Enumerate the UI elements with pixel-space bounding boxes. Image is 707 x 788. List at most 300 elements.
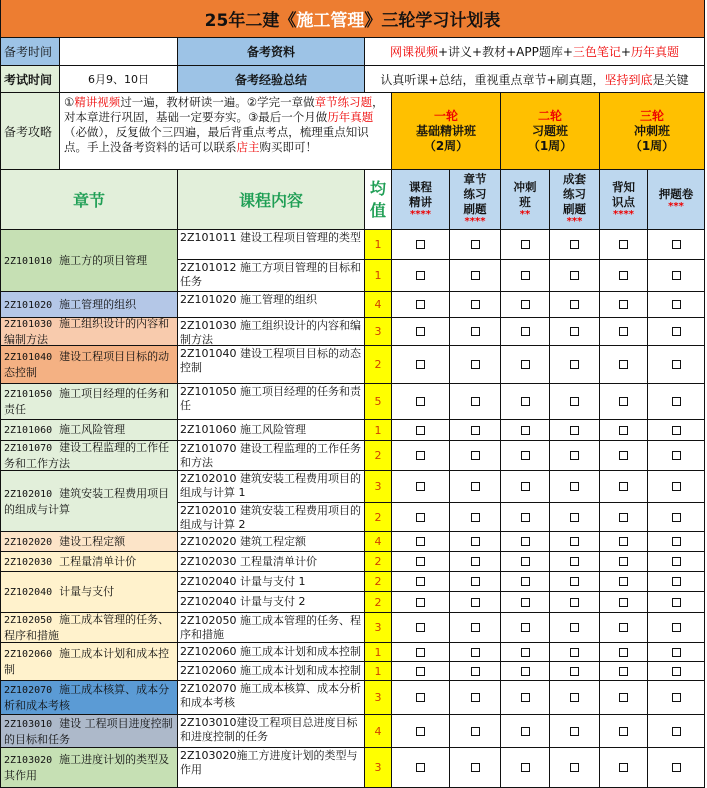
checkbox-icon[interactable] xyxy=(570,623,579,632)
checkbox-icon[interactable] xyxy=(570,648,579,657)
checkbox-icon[interactable] xyxy=(471,667,480,676)
task-checkbox-cell[interactable] xyxy=(450,471,501,503)
chapter-code: 2Z103010 xyxy=(4,718,53,730)
checkbox-icon[interactable] xyxy=(619,577,628,586)
task-checkbox-cell[interactable] xyxy=(550,384,600,420)
checkbox-icon[interactable] xyxy=(619,623,628,632)
checkbox-icon[interactable] xyxy=(521,648,530,657)
task-checkbox-cell[interactable] xyxy=(501,592,550,613)
header-average-line1: 均 xyxy=(369,178,386,198)
round-name: 基础精讲班 xyxy=(415,123,476,138)
checkbox-icon[interactable] xyxy=(471,763,480,772)
prep-time-value[interactable] xyxy=(60,38,178,66)
checkbox-icon[interactable] xyxy=(672,693,681,702)
strategy-part: ① xyxy=(64,95,75,109)
checkbox-icon[interactable] xyxy=(416,577,425,586)
task-checkbox-cell[interactable] xyxy=(450,292,501,318)
checkbox-icon[interactable] xyxy=(416,327,425,336)
task-checkbox-cell[interactable] xyxy=(501,292,550,318)
task-checkbox-cell[interactable] xyxy=(392,441,450,471)
task-checkbox-cell[interactable] xyxy=(550,441,600,471)
task-checkbox-cell[interactable] xyxy=(600,748,648,788)
checkbox-icon[interactable] xyxy=(521,513,530,522)
checkbox-icon[interactable] xyxy=(619,648,628,657)
checkbox-icon[interactable] xyxy=(619,271,628,280)
task-checkbox-cell[interactable] xyxy=(501,572,550,592)
checkbox-icon[interactable] xyxy=(471,513,480,522)
checkbox-icon[interactable] xyxy=(570,482,579,491)
task-checkbox-cell[interactable] xyxy=(501,532,550,552)
task-checkbox-cell[interactable] xyxy=(501,318,550,346)
task-checkbox-cell[interactable] xyxy=(600,346,648,384)
checkbox-icon[interactable] xyxy=(471,623,480,632)
task-checkbox-cell[interactable] xyxy=(501,260,550,292)
task-checkbox-cell[interactable] xyxy=(550,230,600,260)
priority-stars: *** xyxy=(668,201,684,212)
strategy-text[interactable] xyxy=(60,93,392,170)
checkbox-icon[interactable] xyxy=(570,271,579,280)
chapter-cell xyxy=(0,384,178,420)
task-checkbox-cell[interactable] xyxy=(600,552,648,572)
checkbox-icon[interactable] xyxy=(570,300,579,309)
task-checkbox-cell[interactable] xyxy=(648,318,705,346)
chapter-code: 2Z102030 xyxy=(4,556,53,568)
round-duration: （1周） xyxy=(629,138,675,153)
strategy-part: 历年真题 xyxy=(327,110,374,124)
task-checkbox-cell[interactable] xyxy=(392,292,450,318)
checkbox-icon[interactable] xyxy=(521,623,530,632)
task-checkbox-cell[interactable] xyxy=(600,420,648,441)
checkbox-icon[interactable] xyxy=(521,271,530,280)
task-checkbox-cell[interactable] xyxy=(392,748,450,788)
task-checkbox-cell[interactable] xyxy=(648,613,705,643)
checkbox-icon[interactable] xyxy=(416,557,425,566)
average-value-cell: 2 xyxy=(365,441,392,471)
task-checkbox-cell[interactable] xyxy=(392,384,450,420)
header-content: 课程内容 xyxy=(178,170,365,230)
task-checkbox-cell[interactable] xyxy=(501,471,550,503)
task-checkbox-cell[interactable] xyxy=(392,318,450,346)
checkbox-icon[interactable] xyxy=(521,240,530,249)
checkbox-icon[interactable] xyxy=(521,327,530,336)
task-checkbox-cell[interactable] xyxy=(450,420,501,441)
task-checkbox-cell[interactable] xyxy=(648,503,705,532)
task-checkbox-cell[interactable] xyxy=(501,552,550,572)
task-checkbox-cell[interactable] xyxy=(450,230,501,260)
checkbox-icon[interactable] xyxy=(619,598,628,607)
task-checkbox-cell[interactable] xyxy=(392,420,450,441)
task-checkbox-cell[interactable] xyxy=(450,318,501,346)
task-checkbox-cell[interactable] xyxy=(550,592,600,613)
checkbox-icon[interactable] xyxy=(416,537,425,546)
checkbox-icon[interactable] xyxy=(521,426,530,435)
chapter-label xyxy=(4,486,177,517)
checkbox-icon[interactable] xyxy=(619,327,628,336)
course-content-cell: 2Z102040 计量与支付 1 xyxy=(178,572,365,592)
task-checkbox-cell[interactable] xyxy=(450,346,501,384)
task-checkbox-cell[interactable] xyxy=(600,715,648,748)
checkbox-icon[interactable] xyxy=(570,451,579,460)
task-checkbox-cell[interactable] xyxy=(648,572,705,592)
task-checkbox-cell[interactable] xyxy=(648,662,705,681)
checkbox-icon[interactable] xyxy=(619,513,628,522)
chapter-code: 2Z101060 xyxy=(4,425,53,436)
task-checkbox-cell[interactable] xyxy=(450,613,501,643)
checkbox-icon[interactable] xyxy=(570,426,579,435)
task-checkbox-cell[interactable] xyxy=(450,441,501,471)
checkbox-icon[interactable] xyxy=(416,397,425,406)
task-checkbox-cell[interactable] xyxy=(600,318,648,346)
checkbox-icon[interactable] xyxy=(672,667,681,676)
task-checkbox-cell[interactable] xyxy=(550,613,600,643)
task-checkbox-cell[interactable] xyxy=(648,230,705,260)
checkbox-icon[interactable] xyxy=(672,727,681,736)
task-checkbox-cell[interactable] xyxy=(648,592,705,613)
task-checkbox-cell[interactable] xyxy=(392,572,450,592)
checkbox-icon[interactable] xyxy=(570,327,579,336)
task-checkbox-cell[interactable] xyxy=(501,748,550,788)
chapter-code: 2Z101030 xyxy=(4,319,53,330)
checkbox-icon[interactable] xyxy=(672,240,681,249)
average-value-cell: 3 xyxy=(365,748,392,788)
checkbox-icon[interactable] xyxy=(521,763,530,772)
course-content-cell: 2Z101060 施工风险管理 xyxy=(178,420,365,441)
task-checkbox-cell[interactable] xyxy=(600,613,648,643)
checkbox-icon[interactable] xyxy=(471,557,480,566)
chapter-name: 建设工程项目目标的动态控制 xyxy=(4,350,170,379)
task-checkbox-cell[interactable] xyxy=(600,643,648,662)
task-checkbox-cell[interactable] xyxy=(501,715,550,748)
task-header-line: 押题卷 xyxy=(658,187,694,201)
prep-time-label: 备考时间 xyxy=(0,38,60,66)
checkbox-icon[interactable] xyxy=(521,397,530,406)
checkbox-icon[interactable] xyxy=(672,360,681,369)
chapter-cell xyxy=(0,748,178,788)
checkbox-icon[interactable] xyxy=(672,327,681,336)
task-checkbox-cell[interactable] xyxy=(648,384,705,420)
checkbox-icon[interactable] xyxy=(672,577,681,586)
checkbox-icon[interactable] xyxy=(619,557,628,566)
checkbox-icon[interactable] xyxy=(619,482,628,491)
task-checkbox-cell[interactable] xyxy=(501,441,550,471)
checkbox-icon[interactable] xyxy=(416,693,425,702)
checkbox-icon[interactable] xyxy=(471,482,480,491)
task-checkbox-cell[interactable] xyxy=(392,715,450,748)
checkbox-icon[interactable] xyxy=(672,271,681,280)
materials-value[interactable] xyxy=(365,38,705,66)
task-checkbox-cell[interactable] xyxy=(501,681,550,715)
task-checkbox-cell[interactable] xyxy=(392,346,450,384)
checkbox-icon[interactable] xyxy=(672,537,681,546)
task-checkbox-cell[interactable] xyxy=(648,346,705,384)
checkbox-icon[interactable] xyxy=(521,667,530,676)
checkbox-icon[interactable] xyxy=(672,451,681,460)
checkbox-icon[interactable] xyxy=(471,271,480,280)
checkbox-icon[interactable] xyxy=(619,763,628,772)
task-checkbox-cell[interactable] xyxy=(550,662,600,681)
checkbox-icon[interactable] xyxy=(416,727,425,736)
checkbox-icon[interactable] xyxy=(521,300,530,309)
strategy-part: 购买即可！ xyxy=(259,140,317,154)
average-value-cell: 2 xyxy=(365,592,392,613)
checkbox-icon[interactable] xyxy=(416,240,425,249)
checkbox-icon[interactable] xyxy=(619,300,628,309)
checkbox-icon[interactable] xyxy=(471,598,480,607)
task-checkbox-cell[interactable] xyxy=(550,748,600,788)
checkbox-icon[interactable] xyxy=(672,763,681,772)
checkbox-icon[interactable] xyxy=(619,727,628,736)
strategy-part: 店主 xyxy=(236,140,260,154)
checkbox-icon[interactable] xyxy=(570,763,579,772)
checkbox-icon[interactable] xyxy=(471,727,480,736)
summary-value[interactable] xyxy=(365,66,705,93)
task-header-line: 练习 xyxy=(463,187,487,201)
task-checkbox-cell[interactable] xyxy=(392,260,450,292)
task-checkbox-cell[interactable] xyxy=(600,503,648,532)
task-checkbox-cell[interactable] xyxy=(648,420,705,441)
course-content-cell: 2Z102060 施工成本计划和成本控制 xyxy=(178,662,365,681)
checkbox-icon[interactable] xyxy=(416,623,425,632)
task-checkbox-cell[interactable] xyxy=(648,292,705,318)
task-checkbox-cell[interactable] xyxy=(450,532,501,552)
task-checkbox-cell[interactable] xyxy=(450,715,501,748)
chapter-name: 施工成本管理的任务、程序和措施 xyxy=(4,613,170,642)
checkbox-icon[interactable] xyxy=(521,727,530,736)
priority-stars: ** xyxy=(519,208,531,220)
task-checkbox-cell[interactable] xyxy=(392,643,450,662)
checkbox-icon[interactable] xyxy=(619,537,628,546)
chapter-code: 2Z102050 xyxy=(4,615,53,626)
checkbox-icon[interactable] xyxy=(521,360,530,369)
task-checkbox-cell[interactable] xyxy=(550,260,600,292)
checkbox-icon[interactable] xyxy=(619,667,628,676)
checkbox-icon[interactable] xyxy=(416,763,425,772)
task-checkbox-cell[interactable] xyxy=(600,441,648,471)
round-name: 冲刺班 xyxy=(633,123,670,138)
task-header-line: 识点 xyxy=(612,194,635,209)
task-checkbox-cell[interactable] xyxy=(648,260,705,292)
task-checkbox-cell[interactable] xyxy=(600,572,648,592)
materials-part: 历年真题 xyxy=(630,45,679,59)
checkbox-icon[interactable] xyxy=(570,360,579,369)
course-content-cell: 2Z102020 建筑工程定额 xyxy=(178,532,365,552)
checkbox-icon[interactable] xyxy=(471,693,480,702)
task-checkbox-cell[interactable] xyxy=(550,346,600,384)
chapter-name: 施工方的项目管理 xyxy=(59,253,148,267)
task-header-line: 课程 xyxy=(409,179,432,194)
task-checkbox-cell[interactable] xyxy=(550,572,600,592)
task-checkbox-cell[interactable] xyxy=(392,503,450,532)
checkbox-icon[interactable] xyxy=(619,240,628,249)
task-checkbox-cell[interactable] xyxy=(392,613,450,643)
task-checkbox-cell[interactable] xyxy=(600,384,648,420)
task-checkbox-cell[interactable] xyxy=(600,532,648,552)
course-content-cell: 2Z102030 工程量清单计价 xyxy=(178,552,365,572)
task-checkbox-cell[interactable] xyxy=(392,230,450,260)
checkbox-icon[interactable] xyxy=(521,537,530,546)
task-checkbox-cell[interactable] xyxy=(550,318,600,346)
task-checkbox-cell[interactable] xyxy=(392,592,450,613)
checkbox-icon[interactable] xyxy=(570,240,579,249)
title-suffix: 》三轮学习计划表 xyxy=(364,11,501,31)
checkbox-icon[interactable] xyxy=(416,451,425,460)
task-checkbox-cell[interactable] xyxy=(648,715,705,748)
task-checkbox-cell[interactable] xyxy=(648,643,705,662)
checkbox-icon[interactable] xyxy=(619,451,628,460)
task-checkbox-cell[interactable] xyxy=(550,715,600,748)
checkbox-icon[interactable] xyxy=(471,240,480,249)
checkbox-icon[interactable] xyxy=(471,426,480,435)
checkbox-icon[interactable] xyxy=(570,537,579,546)
chapter-label xyxy=(4,716,177,747)
checkbox-icon[interactable] xyxy=(471,577,480,586)
checkbox-icon[interactable] xyxy=(672,623,681,632)
chapter-label xyxy=(4,534,125,550)
exam-time-value[interactable]: 6月9、10日 xyxy=(60,66,178,93)
average-value-cell: 1 xyxy=(365,643,392,662)
task-checkbox-cell[interactable] xyxy=(648,552,705,572)
task-checkbox-cell[interactable] xyxy=(501,613,550,643)
task-checkbox-cell[interactable] xyxy=(600,471,648,503)
task-checkbox-cell[interactable] xyxy=(648,471,705,503)
checkbox-icon[interactable] xyxy=(521,693,530,702)
task-header-6 xyxy=(648,170,705,230)
task-checkbox-cell[interactable] xyxy=(450,748,501,788)
task-checkbox-cell[interactable] xyxy=(450,643,501,662)
chapter-label xyxy=(4,554,136,570)
checkbox-icon[interactable] xyxy=(672,598,681,607)
task-checkbox-cell[interactable] xyxy=(600,592,648,613)
task-checkbox-cell[interactable] xyxy=(550,292,600,318)
checkbox-icon[interactable] xyxy=(570,577,579,586)
task-checkbox-cell[interactable] xyxy=(648,681,705,715)
checkbox-icon[interactable] xyxy=(521,482,530,491)
chapter-name: 建设 工程项目进度控制的目标和任务 xyxy=(4,716,173,746)
checkbox-icon[interactable] xyxy=(471,300,480,309)
checkbox-icon[interactable] xyxy=(672,513,681,522)
chapter-label xyxy=(4,613,177,643)
course-content-cell: 2Z102060 施工成本计划和成本控制 xyxy=(178,643,365,662)
checkbox-icon[interactable] xyxy=(416,300,425,309)
task-checkbox-cell[interactable] xyxy=(501,346,550,384)
course-content-cell: 2Z101040 建设工程项目目标的动态控制 xyxy=(178,346,365,384)
checkbox-icon[interactable] xyxy=(672,482,681,491)
task-checkbox-cell[interactable] xyxy=(550,552,600,572)
checkbox-icon[interactable] xyxy=(672,426,681,435)
checkbox-icon[interactable] xyxy=(619,360,628,369)
checkbox-icon[interactable] xyxy=(672,557,681,566)
chapter-name: 施工进度计划的类型及其作用 xyxy=(4,753,170,782)
task-checkbox-cell[interactable] xyxy=(648,532,705,552)
task-checkbox-cell[interactable] xyxy=(550,532,600,552)
task-checkbox-cell[interactable] xyxy=(550,681,600,715)
task-checkbox-cell[interactable] xyxy=(550,420,600,441)
task-checkbox-cell[interactable] xyxy=(501,420,550,441)
checkbox-icon[interactable] xyxy=(570,598,579,607)
task-checkbox-cell[interactable] xyxy=(392,681,450,715)
checkbox-icon[interactable] xyxy=(619,693,628,702)
task-checkbox-cell[interactable] xyxy=(501,643,550,662)
task-checkbox-cell[interactable] xyxy=(600,681,648,715)
checkbox-icon[interactable] xyxy=(619,397,628,406)
checkbox-icon[interactable] xyxy=(521,577,530,586)
checkbox-icon[interactable] xyxy=(521,598,530,607)
course-content-cell: 2Z101020 施工管理的组织 xyxy=(178,292,365,318)
task-checkbox-cell[interactable] xyxy=(600,230,648,260)
checkbox-icon[interactable] xyxy=(416,271,425,280)
checkbox-icon[interactable] xyxy=(570,667,579,676)
checkbox-icon[interactable] xyxy=(672,648,681,657)
exam-time-label: 考试时间 xyxy=(0,66,60,93)
task-checkbox-cell[interactable] xyxy=(550,503,600,532)
materials-part: + xyxy=(620,44,631,59)
task-checkbox-cell[interactable] xyxy=(600,662,648,681)
checkbox-icon[interactable] xyxy=(570,557,579,566)
checkbox-icon[interactable] xyxy=(672,300,681,309)
task-checkbox-cell[interactable] xyxy=(450,552,501,572)
task-checkbox-cell[interactable] xyxy=(450,662,501,681)
task-checkbox-cell[interactable] xyxy=(550,471,600,503)
task-header-line: 冲刺 xyxy=(513,179,537,194)
task-checkbox-cell[interactable] xyxy=(450,384,501,420)
task-checkbox-cell[interactable] xyxy=(648,441,705,471)
materials-label: 备考资料 xyxy=(178,38,365,66)
checkbox-icon[interactable] xyxy=(570,513,579,522)
task-checkbox-cell[interactable] xyxy=(600,292,648,318)
checkbox-icon[interactable] xyxy=(416,360,425,369)
checkbox-icon[interactable] xyxy=(521,557,530,566)
task-checkbox-cell[interactable] xyxy=(450,592,501,613)
checkbox-icon[interactable] xyxy=(471,397,480,406)
checkbox-icon[interactable] xyxy=(416,513,425,522)
checkbox-icon[interactable] xyxy=(416,648,425,657)
checkbox-icon[interactable] xyxy=(416,667,425,676)
checkbox-icon[interactable] xyxy=(416,482,425,491)
task-checkbox-cell[interactable] xyxy=(501,503,550,532)
checkbox-icon[interactable] xyxy=(471,451,480,460)
priority-stars: *** xyxy=(566,216,583,227)
task-checkbox-cell[interactable] xyxy=(600,260,648,292)
checkbox-icon[interactable] xyxy=(570,397,579,406)
checkbox-icon[interactable] xyxy=(471,537,480,546)
task-checkbox-cell[interactable] xyxy=(392,662,450,681)
checkbox-icon[interactable] xyxy=(416,598,425,607)
average-value-cell: 4 xyxy=(365,532,392,552)
checkbox-icon[interactable] xyxy=(570,693,579,702)
checkbox-icon[interactable] xyxy=(672,397,681,406)
checkbox-icon[interactable] xyxy=(570,727,579,736)
task-checkbox-cell[interactable] xyxy=(392,552,450,572)
task-checkbox-cell[interactable] xyxy=(648,748,705,788)
task-checkbox-cell[interactable] xyxy=(450,572,501,592)
checkbox-icon[interactable] xyxy=(471,360,480,369)
task-checkbox-cell[interactable] xyxy=(392,471,450,503)
course-content-cell: 2Z101070 建设工程监理的工作任务和方法 xyxy=(178,441,365,471)
task-checkbox-cell[interactable] xyxy=(550,643,600,662)
task-checkbox-cell[interactable] xyxy=(450,260,501,292)
task-checkbox-cell[interactable] xyxy=(450,503,501,532)
task-checkbox-cell[interactable] xyxy=(501,230,550,260)
checkbox-icon[interactable] xyxy=(521,451,530,460)
task-checkbox-cell[interactable] xyxy=(501,662,550,681)
task-checkbox-cell[interactable] xyxy=(501,384,550,420)
task-checkbox-cell[interactable] xyxy=(450,681,501,715)
checkbox-icon[interactable] xyxy=(471,648,480,657)
checkbox-icon[interactable] xyxy=(471,327,480,336)
checkbox-icon[interactable] xyxy=(619,426,628,435)
checkbox-icon[interactable] xyxy=(416,426,425,435)
task-checkbox-cell[interactable] xyxy=(392,532,450,552)
